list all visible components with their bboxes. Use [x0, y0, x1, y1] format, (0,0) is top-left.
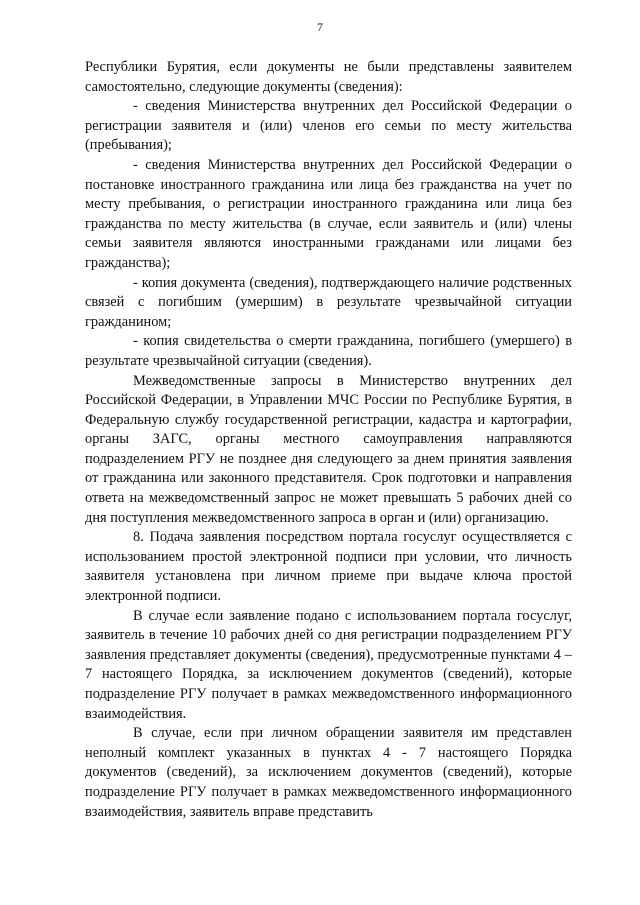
paragraph-portal-submission: В случае если заявление подано с использованием портала госуслуг, заявитель в течение 10 рабочих дней со дня регистрации подразделением РГУ заявления представляет документы (сведения), предусмотренные пунктами 4 – 7 настоящего Порядка, за исключением документов (сведений), которые подразделение РГУ получает в рамках межведомственного информационного взаимодействия. [85, 607, 572, 722]
list-item-kinship-document: - копия документа (сведения), подтверждающего наличие родственных связей с погибшим (умершим) в результате чрезвычайной ситуации гражданином; [85, 274, 572, 330]
list-item-death-certificate: - копия свидетельства о смерти гражданина, погибшего (умершего) в результате чрезвычайной ситуации (сведения). [85, 333, 572, 369]
paragraph-section-8: 8. Подача заявления посредством портала госуслуг осуществляется с использованием простой электронной подписи при условии, что личность заявителя установлена при личном приеме при выдаче ключа простой электронной подписи. [85, 529, 572, 605]
paragraph-incomplete-set: В случае, если при личном обращении заявителя им представлен неполный комплект указанных в пунктах 4 - 7 настоящего Порядка документов (сведений), за исключением документов (сведений), которые подразделение РГУ получает в рамках межведомственного информационного взаимодействия, заявитель вправе представить [85, 725, 572, 820]
document-body [85, 58, 572, 822]
list-item-registration: - сведения Министерства внутренних дел Российской Федерации о регистрации заявителя и (или) членов его семьи по месту жительства (пребывания); [85, 98, 572, 154]
page-number: 7 [317, 20, 323, 34]
paragraph-intro: Республики Бурятия, если документы не были представлены заявителем самостоятельно, следующие документы (сведения): [85, 59, 572, 95]
list-item-foreigner-registration: - сведения Министерства внутренних дел Российской Федерации о постановке иностранного гражданина или лица без гражданства на учет по месту пребывания, о регистрации иностранного гражданина или лица без гражданства по месту жительства (в случае, если заявитель и (или) члены семьи заявителя являются иностранными гражданами или лицами без гражданства); [85, 156, 572, 271]
paragraph-interagency-requests: Межведомственные запросы в Министерство внутренних дел Российской Федерации, в Управлении МЧС России по Республике Бурятия, в Федеральную службу государственной регистрации, кадастра и картографии, органы ЗАГС, органы местного самоуправления направляются подразделением РГУ не позднее дня следующего за днем принятия заявления от гражданина или законного представителя. Срок подготовки и направления ответа на межведомственный запрос не может превышать 5 рабочих дней со дня поступления межведомственного запроса в орган и (или) организацию. [85, 372, 572, 526]
